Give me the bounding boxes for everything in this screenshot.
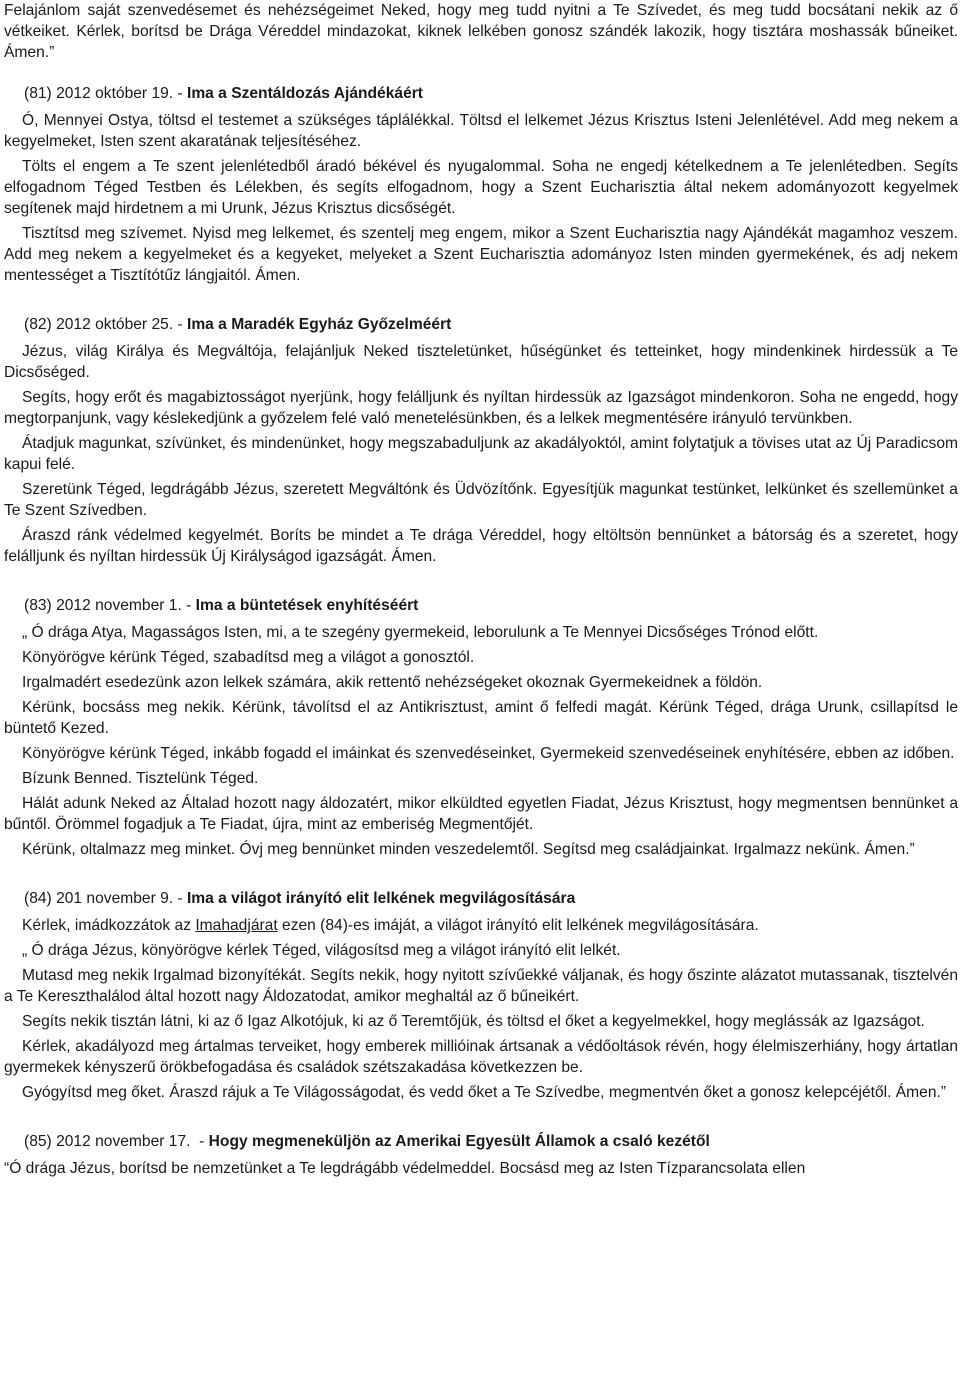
prayer-paragraph: Átadjuk magunkat, szívünket, és mindenünket, hogy megszabaduljunk az akadályoktól, amint folytatjuk a tövises utat az Új Paradicsom kapui felé. xyxy=(4,435,958,473)
prayer-paragraph: Mutasd meg nekik Irgalmad bizonyítékát. Segíts nekik, hogy nyitott szívűekké váljanak, és hogy őszinte alázatot mutassanak, tisztelvén a Te Kereszthalálod által hozott nagy Áldozatodat, amikor meghaltál az ő bűneikért. xyxy=(4,967,958,1005)
prayer-paragraph: Hálát adunk Neked az Általad hozott nagy áldozatért, mikor elküldted egyetlen Fiadat, Jézus Krisztust, hogy megmentsen bennünket a bűntől. Örömmel fogadjuk a Te Fiadat, újra, mint az emberiség Megmentőjét. xyxy=(4,795,958,833)
prayer-paragraph: Áraszd ránk védelmed kegyelmét. Boríts be mindet a Te drága Véreddel, hogy eltöltsön bennünket a bátorság és a szeretet, hogy felálljunk és nyíltan hirdessük Új Királyságod igazságát. Ámen. xyxy=(4,527,958,565)
prayer-number: (83) xyxy=(24,597,52,614)
prayer-heading: (85) 2012 november 17. - Hogy megmeneküljön az Amerikai Egyesült Államok a csaló kezétől xyxy=(24,1133,710,1150)
prayer-heading: (81) 2012 október 19. - Ima a Szentáldozás Ajándékáért xyxy=(24,85,423,102)
prayer-title: Ima a Maradék Egyház Győzelméért xyxy=(186,316,452,333)
prayer-title: Ima a világot irányító elit lelkének megvilágosítására xyxy=(186,890,576,907)
prayer-date: 2012 november 1. xyxy=(56,597,182,614)
prayer-section-85 xyxy=(4,1131,958,1179)
prayer-paragraph: Könyörögve kérünk Téged, inkább fogadd el imáinkat és szenvedéseinket, Gyermekeid szenvedéseinek enyhítésére, ebben az időben. xyxy=(22,745,955,762)
prayer-number: (82) xyxy=(24,316,52,333)
prayer-title: Ima a Szentáldozás Ajándékáért xyxy=(186,85,423,102)
prayer-paragraph: Ó, Mennyei Ostya, töltsd el testemet a szükséges táplálékkal. Töltsd el lelkemet Jézus Krisztus Isteni Jelenlétével. Add meg nekem a kegyelmeket, Isten szent akaratának teljesítéséhez. xyxy=(4,112,958,150)
prayer-paragraph: Segíts, hogy erőt és magabiztosságot nyerjünk, hogy felálljunk és nyíltan hirdessük az Igazságot mindenkoron. Soha ne engedd, hogy megtorpanjunk, vagy késlekedjünk a győzelem felé való menetelésünkben, és a lelkek megmentésére irányuló tervünkben. xyxy=(4,389,958,427)
prayer-paragraph: „ Ó drága Atya, Magasságos Isten, mi, a te szegény gyermekeid, leborulunk a Te Mennyei Dicsőséges Trónod előtt. xyxy=(22,624,819,641)
prayer-section-81 xyxy=(4,83,958,286)
intro-paragraph: Felajánlom saját szenvedésemet és nehézségeimet Neked, hogy meg tudd nyitni a Te Szívedet, és meg tudd bocsátani nekik az ő vétkeiket. Kérlek, borítsd be Drága Véreddel mindazokat, kiknek lelkében gonosz szándék lakozik, hogy tisztára moshassák bűneiket. Ámen.” xyxy=(4,2,958,61)
prayer-paragraph: Kérünk, oltalmazz meg minket. Óvj meg bennünket minden veszedelemtől. Segítsd meg családjainkat. Irgalmazz nekünk. Ámen.” xyxy=(22,841,915,858)
prayer-date: 2012 október 25. xyxy=(56,316,174,333)
prayer-paragraph: Kérlek, imádkozzátok az Imahadjárat ezen (84)-es imáját, a világot irányító elit lelkének megvilágosítására. xyxy=(22,917,759,934)
document-page xyxy=(4,0,958,1179)
prayer-section-84 xyxy=(4,888,958,1103)
prayer-paragraph: Jézus, világ Királya és Megváltója, felajánljuk Neked tiszteletünket, hűségünket és tetteinket, hogy mindenkinek hirdessük a Te Dicsőséged. xyxy=(4,343,958,381)
prayer-date: 201 november 9. xyxy=(56,890,174,907)
prayer-paragraph: Gyógyítsd meg őket. Áraszd rájuk a Te Világosságodat, és vedd őket a Te Szívedbe, megmentvén őket a gonosz kelepcéjétől. Ámen.” xyxy=(22,1084,947,1101)
prayer-paragraph: Kérünk, bocsáss meg nekik. Kérünk, távolítsd el az Antikrisztust, amint ő felfedi magát. Kérünk Téged, drága Urunk, csillapítsd le büntető Kezed. xyxy=(4,699,958,737)
prayer-heading: (83) 2012 november 1. - Ima a büntetések enyhítéséért xyxy=(24,597,419,614)
prayer-paragraph: „ Ó drága Jézus, könyörögve kérlek Téged, világosítsd meg a világot irányító elit lelkét. xyxy=(22,942,621,959)
prayer-paragraph: Szeretünk Téged, legdrágább Jézus, szeretett Megváltónk és Üdvözítőnk. Egyesítjük magunkat testünket, lelkünket és szellemünket a Te Szent Szívedben. xyxy=(4,481,958,519)
prayer-section-82 xyxy=(4,314,958,567)
prayer-paragraph: Tisztítsd meg szívemet. Nyisd meg lelkemet, és szentelj meg engem, mikor a Szent Eucharisztia nagy Ajándékát magamhoz veszem. Add meg nekem a kegyelmeket és a kegyeket, melyeket a Szent Eucharisztia adományoz Isten minden gyermekének, és adj nekem mentességet a Tisztítótűz lángjaitól. Ámen. xyxy=(4,225,958,284)
prayer-paragraph: Segíts nekik tisztán látni, ki az ő Igaz Alkotójuk, ki az ő Teremtőjük, és töltsd el őket a kegyelmekkel, hogy meglássák az Igazságot. xyxy=(22,1013,925,1030)
prayer-paragraph: Könyörögve kérünk Téged, szabadítsd meg a világot a gonosztól. xyxy=(22,649,475,666)
underlined-term: Imahadjárat xyxy=(195,917,278,934)
prayer-paragraph: Bízunk Benned. Tisztelünk Téged. xyxy=(22,770,259,787)
prayer-section-83 xyxy=(4,595,958,860)
prayer-number: (84) xyxy=(24,890,52,907)
prayer-number: (81) xyxy=(24,85,52,102)
prayer-heading: (82) 2012 október 25. - Ima a Maradék Egyház Győzelméért xyxy=(24,316,452,333)
prayer-paragraph: Kérlek, akadályozd meg ártalmas terveiket, hogy emberek millióinak ártsanak a védőoltások révén, hogy élelmiszerhiány, hogy ártatlan gyermekek kényszerű örökbefogadása és családok szétszakadása következzen be. xyxy=(4,1038,958,1076)
prayer-date: 2012 november 17. xyxy=(56,1133,191,1150)
prayer-paragraph: Irgalmadért esedezünk azon lelkek számára, akik rettentő nehézségeket okoznak Gyermekeidnek a földön. xyxy=(22,674,763,691)
prayer-title: Ima a büntetések enyhítéséért xyxy=(195,597,419,614)
prayer-date: 2012 október 19. xyxy=(56,85,174,102)
prayer-paragraph: Tölts el engem a Te szent jelenlétedből áradó békével és nyugalommal. Soha ne engedj kételkednem a Te jelenlétedben. Segíts elfogadnom Téged Testben és Lélekben, és segíts elfogadnom, hogy a Szent Eucharisztia által nekem adományozott kegyelmek segítenek majd hirdetnem a mi Urunk, Jézus Krisztus dicsőségét. xyxy=(4,158,958,217)
prayer-heading: (84) 201 november 9. - Ima a világot irányító elit lelkének megvilágosítására xyxy=(24,890,576,907)
prayer-paragraph: “Ó drága Jézus, borítsd be nemzetünket a Te legdrágább védelmeddel. Bocsásd meg az Isten Tízparancsolata ellen xyxy=(4,1160,806,1177)
prayer-number: (85) xyxy=(24,1133,52,1150)
prayer-title: Hogy megmeneküljön az Amerikai Egyesült Államok a csaló kezétől xyxy=(208,1133,710,1150)
